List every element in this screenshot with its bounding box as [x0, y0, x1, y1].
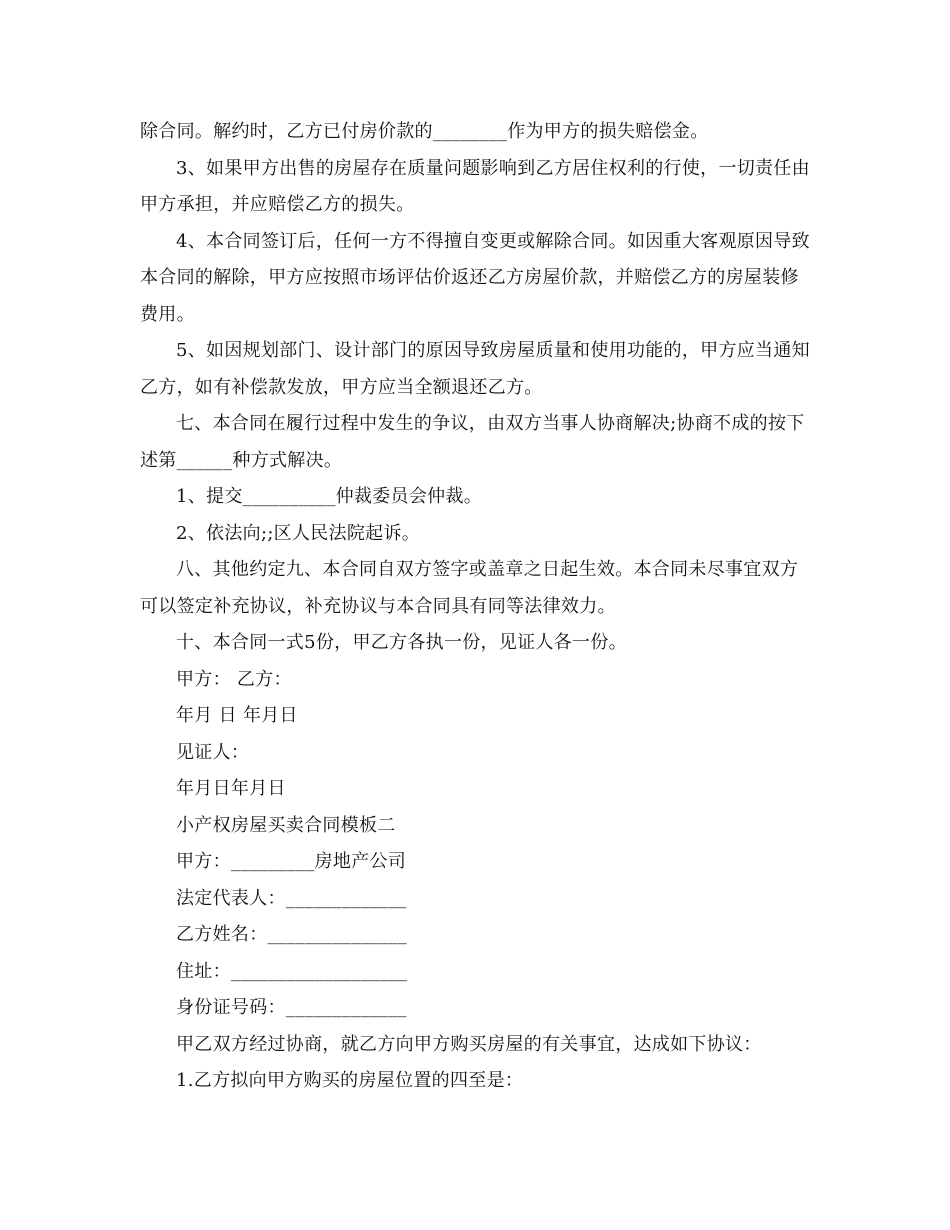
agreement-intro-paragraph: 甲乙双方经过协商，就乙方向甲方购买房屋的有关事宜，达成如下协议： — [176, 1033, 762, 1055]
paragraph-clause-3: 3、如果甲方出售的房屋存在质量问题影响到乙方居住权利的行使，一切责任由甲方承担，并应赔偿乙方的损失。 — [140, 157, 810, 215]
id-number-line: 身份证号码：_____________ — [176, 997, 407, 1018]
paragraph-section-7: 七、本合同在履行过程中发生的争议，由双方当事人协商解决;协商不成的按下述第______种方式解决。 — [140, 413, 805, 471]
signature-parties-line: 甲方： 乙方： — [176, 668, 292, 690]
template-two-title: 小产权房屋买卖合同模板二 — [176, 814, 396, 836]
party-b-name-line: 乙方姓名：_______________ — [176, 924, 407, 945]
paragraph-dispute-option-2: 2、依法向;;区人民法院起诉。 — [176, 522, 421, 544]
paragraph-section-10: 十、本合同一式5份，甲乙方各执一份，见证人各一份。 — [176, 632, 627, 653]
clause-1-location-line: 1.乙方拟向甲方购买的房屋位置的四至是： — [176, 1070, 524, 1091]
signature-date-line: 年月 日 年月日 — [176, 705, 298, 726]
party-a-line: 甲方：_________房地产公司 — [176, 851, 407, 872]
witness-line: 见证人： — [176, 741, 250, 763]
address-line: 住址：___________________ — [176, 960, 408, 982]
legal-representative-line: 法定代表人：_____________ — [176, 887, 407, 909]
paragraph-section-8-9: 八、其他约定九、本合同自双方签字或盖章之日起生效。本合同未尽事宜双方可以签定补充协议，补充协议与本合同具有同等法律效力。 — [140, 559, 799, 617]
witness-date-line: 年月日年月日 — [176, 778, 286, 799]
paragraph-compensation-clause-end: 除合同。解约时，乙方已付房价款的________作为甲方的损失赔偿金。 — [140, 121, 709, 142]
document-body — [140, 114, 810, 1100]
paragraph-clause-5: 5、如因规划部门、设计部门的原因导致房屋质量和使用功能的，甲方应当通知乙方，如有补偿款发放，甲方应当全额退还乙方。 — [140, 340, 810, 398]
paragraph-dispute-option-1: 1、提交__________仲裁委员会仲裁。 — [176, 486, 483, 507]
paragraph-clause-4: 4、本合同签订后，任何一方不得擅自变更或解除合同。如因重大客观原因导致本合同的解除，甲方应按照市场评估价返还乙方房屋价款，并赔偿乙方的房屋装修费用。 — [140, 230, 810, 325]
